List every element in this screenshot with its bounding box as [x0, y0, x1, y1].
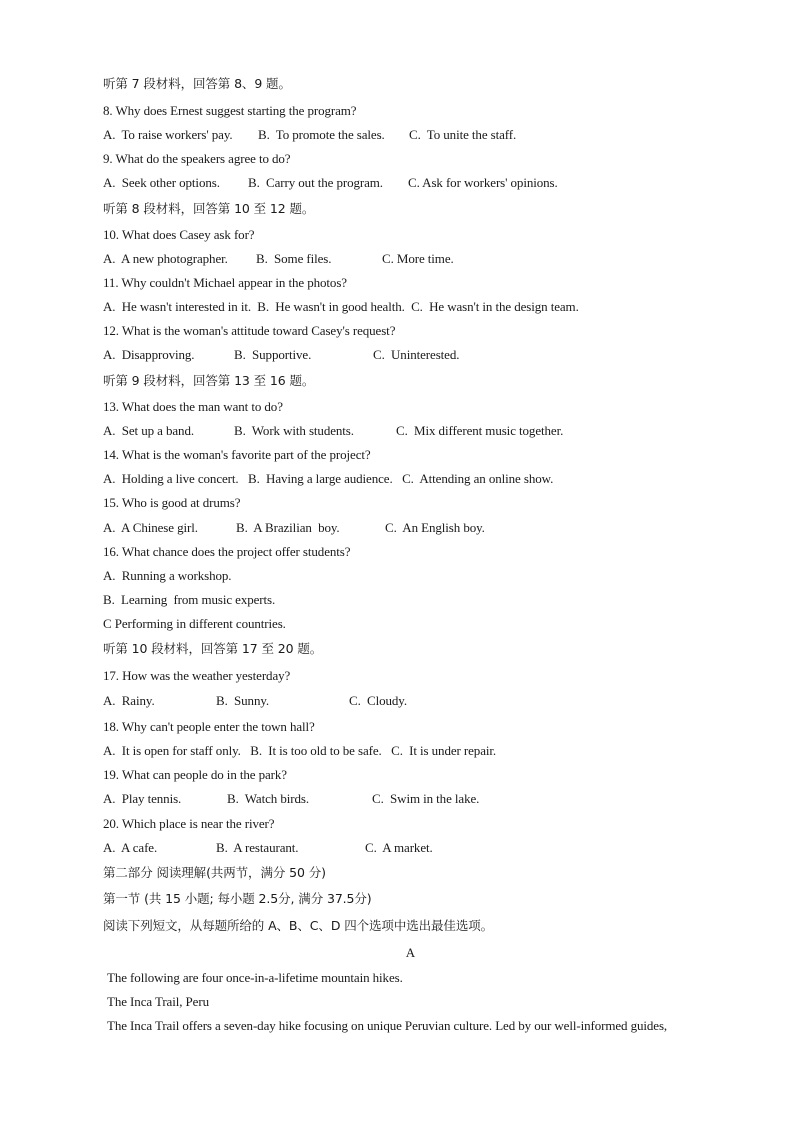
question-17: 17. How was the weather yesterday?: [103, 668, 291, 683]
question-16-option-a: A. Running a workshop.: [103, 568, 232, 583]
question-17-option-b: B. Sunny.: [216, 693, 270, 708]
question-14-options: A. Holding a live concert. B. Having a large audience. C. Attending an online show.: [103, 471, 554, 486]
question-13-option-a: A. Set up a band.: [103, 423, 194, 438]
question-16-option-c: C Performing in different countries.: [103, 616, 286, 631]
question-9: 9. What do the speakers agree to do?: [103, 151, 291, 166]
question-12-option-b: B. Supportive.: [234, 347, 312, 362]
question-16-option-b: B. Learning from music experts.: [103, 592, 276, 607]
question-11: 11. Why couldn't Michael appear in the photos?: [103, 275, 347, 290]
question-11-options: A. He wasn't interested in it. B. He wasn't in good health. C. He wasn't in the design team.: [103, 299, 579, 314]
passage-label: A: [405, 945, 416, 960]
question-9-option-a: A. Seek other options.: [103, 175, 220, 190]
section-9-heading: 听第 9 段材料，回答第 13 至 16 题。: [103, 373, 315, 388]
question-20-option-a: A. A cafe.: [103, 840, 158, 855]
section-1-heading: 第一节 (共 15 小题; 每小题 2.5分, 满分 37.5分): [103, 891, 372, 906]
question-19-option-b: B. Watch birds.: [227, 791, 309, 806]
reading-instructions: 阅读下列短文，从每题所给的 A、B、C、D 四个选项中选出最佳选项。: [103, 918, 494, 933]
question-8-option-c: C. To unite the staff.: [409, 127, 517, 142]
question-9-option-b: B. Carry out the program.: [248, 175, 383, 190]
question-14: 14. What is the woman's favorite part of the project?: [103, 447, 371, 462]
question-10-option-c: C. More time.: [382, 251, 454, 266]
question-10-option-a: A. A new photographer.: [103, 251, 228, 266]
question-18-options: A. It is open for staff only. B. It is too old to be safe. C. It is under repair.: [103, 743, 497, 758]
passage-paragraph: The Inca Trail offers a seven-day hike focusing on unique Peruvian culture. Led by our well-informed guides,: [107, 1018, 668, 1033]
section-10-heading: 听第 10 段材料，回答第 17 至 20 题。: [103, 641, 323, 656]
question-20: 20. Which place is near the river?: [103, 816, 275, 831]
question-8-option-a: A. To raise workers' pay.: [103, 127, 233, 142]
question-12-option-a: A. Disapproving.: [103, 347, 195, 362]
question-19-option-c: C. Swim in the lake.: [372, 791, 480, 806]
question-16: 16. What chance does the project offer students?: [103, 544, 351, 559]
question-8: 8. Why does Ernest suggest starting the program?: [103, 103, 357, 118]
question-13-option-c: C. Mix different music together.: [396, 423, 564, 438]
question-10: 10. What does Casey ask for?: [103, 227, 255, 242]
passage-subheading: The Inca Trail, Peru: [107, 994, 209, 1009]
question-9-option-c: C. Ask for workers' opinions.: [408, 175, 558, 190]
section-7-heading: 听第 7 段材料，回答第 8、9 题。: [103, 76, 291, 91]
question-20-option-c: C. A market.: [365, 840, 433, 855]
part-2-heading: 第二部分 阅读理解(共两节，满分 50 分): [103, 865, 326, 880]
question-17-option-a: A. Rainy.: [103, 693, 155, 708]
question-10-option-b: B. Some files.: [256, 251, 332, 266]
passage-intro: The following are four once-in-a-lifetime mountain hikes.: [107, 970, 403, 985]
question-19: 19. What can people do in the park?: [103, 767, 287, 782]
section-8-heading: 听第 8 段材料，回答第 10 至 12 题。: [103, 201, 315, 216]
question-19-option-a: A. Play tennis.: [103, 791, 182, 806]
question-8-option-b: B. To promote the sales.: [258, 127, 385, 142]
question-15-option-b: B. A Brazilian boy.: [236, 520, 340, 535]
question-12: 12. What is the woman's attitude toward Casey's request?: [103, 323, 396, 338]
question-15: 15. Who is good at drums?: [103, 495, 241, 510]
question-17-option-c: C. Cloudy.: [349, 693, 408, 708]
question-13-option-b: B. Work with students.: [234, 423, 354, 438]
question-15-option-c: C. An English boy.: [385, 520, 485, 535]
question-12-option-c: C. Uninterested.: [373, 347, 460, 362]
question-20-option-b: B. A restaurant.: [216, 840, 299, 855]
question-18: 18. Why can't people enter the town hall?: [103, 719, 315, 734]
question-15-option-a: A. A Chinese girl.: [103, 520, 198, 535]
question-13: 13. What does the man want to do?: [103, 399, 283, 414]
